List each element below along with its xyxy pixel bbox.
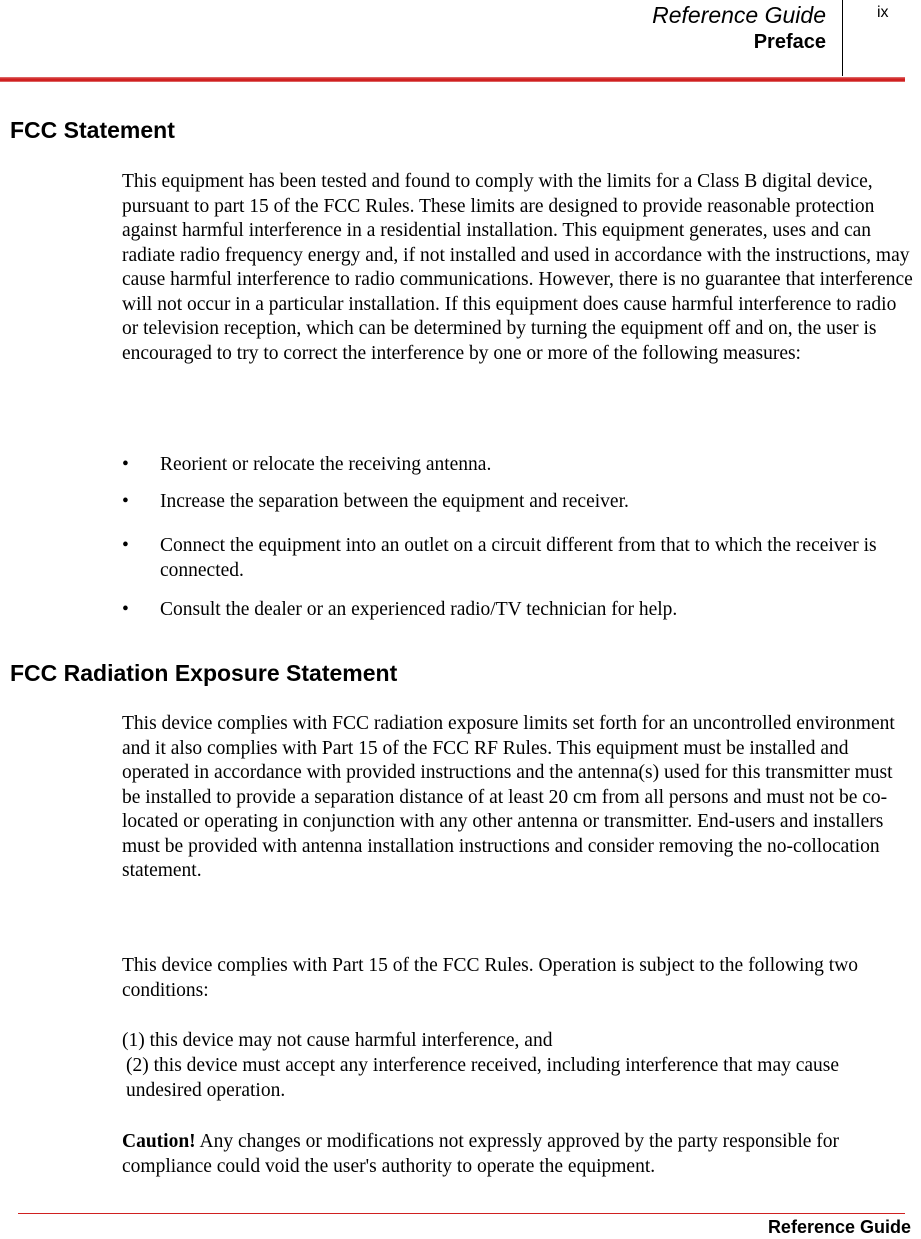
- bullet-icon: •: [122, 454, 129, 475]
- caution-note: [122, 1130, 914, 1179]
- list-item: [122, 534, 914, 583]
- page-number: ix: [877, 4, 889, 21]
- header-subtitle: Preface: [753, 31, 826, 53]
- radiation-statement-body: [122, 712, 914, 884]
- fcc-statement-paragraph: This equipment has been tested and found to comply with the limits for a Class B digital device, pursuant to part 15 of the FCC Rules. These limits are designed to provide reasonable protection against harmful interference in a residential installation. This equipment generates, uses and can radiate radio frequency energy and, if not installed and used in accordance with the instructions, may cause harmful interference to radio communications. However, there is no guarantee that interference will not occur in a particular installation. If this equipment does cause harmful interference to radio or television reception, which can be determined by turning the equipment off and on, the user is encouraged to try to correct the interference by one or more of the following measures:: [122, 171, 913, 364]
- caution-text: Any changes or modifications not expressly approved by the party responsible for compliance could void the user's authority to operate the equipment.: [122, 1131, 840, 1177]
- fcc-statement-heading: FCC Statement: [10, 117, 175, 143]
- header-title: Reference Guide: [652, 2, 826, 28]
- fcc-statement-body: [122, 170, 914, 366]
- footer-title: Reference Guide: [767, 1217, 911, 1237]
- condition-1: (1) this device may not cause harmful interference, and: [122, 1030, 553, 1051]
- part15-statement: [122, 954, 914, 1003]
- caution-paragraph: [122, 1130, 914, 1179]
- radiation-statement-heading: FCC Radiation Exposure Statement: [10, 660, 398, 686]
- bullet-icon: •: [122, 599, 129, 620]
- list-item: [122, 490, 914, 515]
- part15-paragraph: This device complies with Part 15 of the FCC Rules. Operation is subject to the following two conditions:: [122, 955, 859, 1001]
- caution-label: Caution!: [122, 1131, 196, 1152]
- bullet-text: Reorient or relocate the receiving antenna.: [160, 454, 492, 475]
- bullet-text: Consult the dealer or an experienced radio/TV technician for help.: [160, 599, 678, 620]
- radiation-paragraph: This device complies with FCC radiation exposure limits set forth for an uncontrolled environment and it also complies with Part 15 of the FCC RF Rules. This equipment must be installed and operated in accordance with provided instructions and the antenna(s) used for this transmitter must be installed to provide a separation distance of at least 20 cm from all persons and must not be co-located or operating in conjunction with any other antenna or transmitter. End-users and installers must be provided with antenna installation instructions and consider removing the no-collocation statement.: [122, 713, 895, 881]
- bullet-text: Connect the equipment into an outlet on a circuit different from that to which the receiver is connected.: [160, 535, 877, 581]
- header-divider: [842, 0, 843, 76]
- list-item: [122, 453, 914, 478]
- list-item: [122, 598, 914, 623]
- condition-2: (2) this device must accept any interference received, including interference that may cause undesired operation.: [126, 1055, 840, 1101]
- bullet-icon: •: [122, 491, 129, 512]
- header-rule: [0, 77, 905, 82]
- footer-rule: [18, 1213, 905, 1214]
- bullet-icon: •: [122, 535, 129, 556]
- bullet-text: Increase the separation between the equipment and receiver.: [160, 491, 629, 512]
